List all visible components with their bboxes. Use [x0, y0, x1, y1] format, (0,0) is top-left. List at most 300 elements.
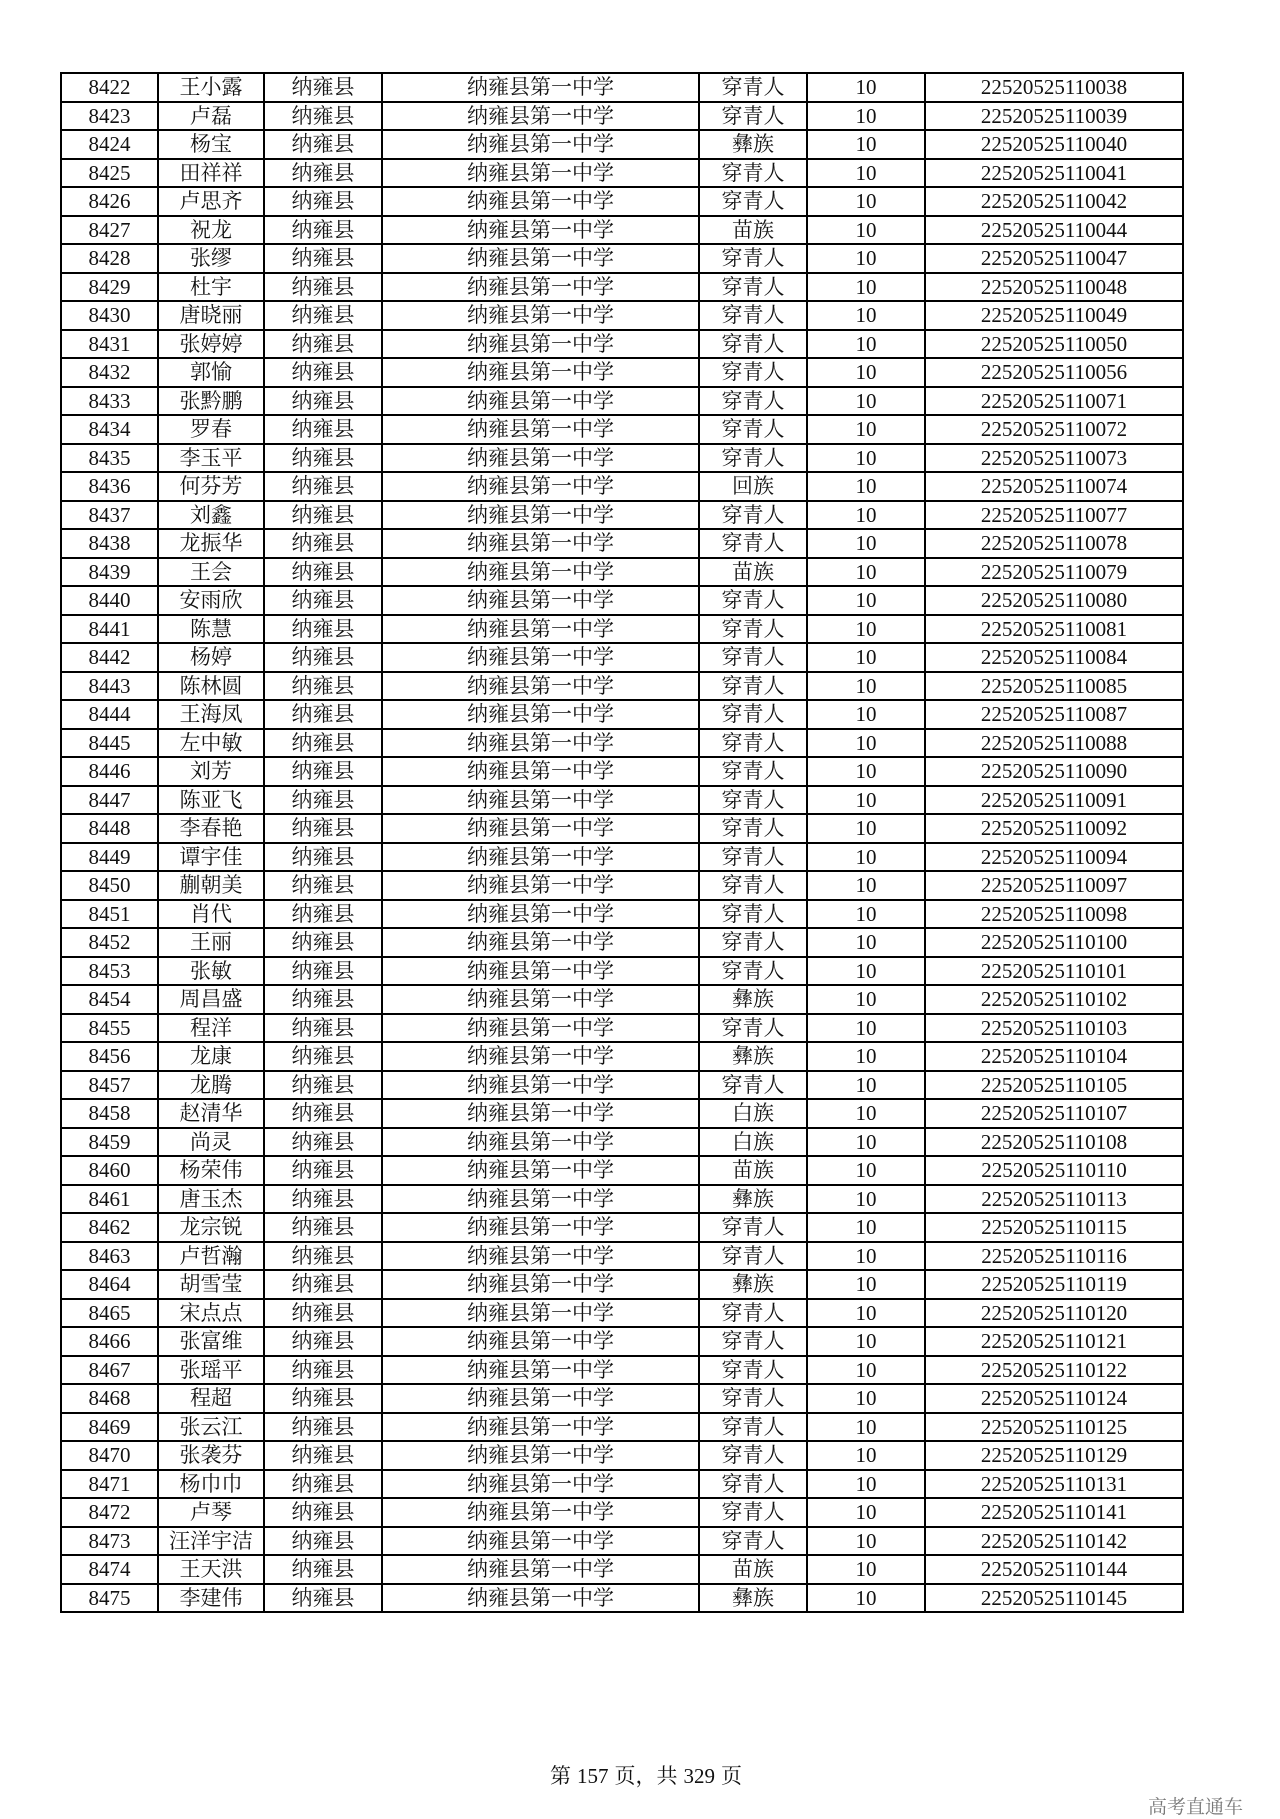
cell-serial-number: 8430: [61, 301, 158, 330]
cell-ethnicity: 穿青人: [699, 187, 807, 216]
cell-school: 纳雍县第一中学: [382, 871, 699, 900]
table-row: [61, 1185, 1183, 1214]
cell-ethnicity: 彝族: [699, 1042, 807, 1071]
cell-exam-id: 22520525110040: [925, 130, 1183, 159]
cell-ethnicity: 穿青人: [699, 1327, 807, 1356]
cell-name: 陈慧: [158, 615, 264, 644]
table-row: [61, 1128, 1183, 1157]
cell-name: 张富维: [158, 1327, 264, 1356]
cell-county: 纳雍县: [264, 757, 382, 786]
table-row: [61, 1555, 1183, 1584]
cell-exam-id: 22520525110079: [925, 558, 1183, 587]
table-row: [61, 729, 1183, 758]
cell-name: 陈亚飞: [158, 786, 264, 815]
cell-serial-number: 8455: [61, 1014, 158, 1043]
cell-county: 纳雍县: [264, 1498, 382, 1527]
cell-county: 纳雍县: [264, 586, 382, 615]
cell-serial-number: 8437: [61, 501, 158, 530]
cell-serial-number: 8441: [61, 615, 158, 644]
cell-county: 纳雍县: [264, 1242, 382, 1271]
cell-exam-id: 22520525110039: [925, 102, 1183, 131]
cell-county: 纳雍县: [264, 330, 382, 359]
cell-score: 10: [807, 700, 925, 729]
cell-county: 纳雍县: [264, 957, 382, 986]
table-row: [61, 558, 1183, 587]
cell-score: 10: [807, 529, 925, 558]
cell-exam-id: 22520525110056: [925, 358, 1183, 387]
cell-exam-id: 22520525110107: [925, 1099, 1183, 1128]
cell-school: 纳雍县第一中学: [382, 1014, 699, 1043]
cell-serial-number: 8443: [61, 672, 158, 701]
cell-school: 纳雍县第一中学: [382, 415, 699, 444]
cell-serial-number: 8442: [61, 643, 158, 672]
cell-exam-id: 22520525110119: [925, 1270, 1183, 1299]
cell-score: 10: [807, 558, 925, 587]
cell-county: 纳雍县: [264, 1213, 382, 1242]
cell-serial-number: 8473: [61, 1527, 158, 1556]
cell-score: 10: [807, 187, 925, 216]
cell-name: 卢哲瀚: [158, 1242, 264, 1271]
cell-name: 郭愉: [158, 358, 264, 387]
cell-county: 纳雍县: [264, 786, 382, 815]
cell-school: 纳雍县第一中学: [382, 1527, 699, 1556]
cell-name: 张袭芬: [158, 1441, 264, 1470]
cell-name: 张云江: [158, 1413, 264, 1442]
cell-score: 10: [807, 843, 925, 872]
cell-school: 纳雍县第一中学: [382, 501, 699, 530]
cell-county: 纳雍县: [264, 814, 382, 843]
cell-serial-number: 8463: [61, 1242, 158, 1271]
cell-score: 10: [807, 643, 925, 672]
cell-ethnicity: 穿青人: [699, 586, 807, 615]
table-row: [61, 1042, 1183, 1071]
cell-serial-number: 8449: [61, 843, 158, 872]
cell-exam-id: 22520525110116: [925, 1242, 1183, 1271]
cell-serial-number: 8462: [61, 1213, 158, 1242]
cell-exam-id: 22520525110090: [925, 757, 1183, 786]
cell-county: 纳雍县: [264, 1384, 382, 1413]
cell-score: 10: [807, 672, 925, 701]
cell-score: 10: [807, 301, 925, 330]
cell-ethnicity: 彝族: [699, 985, 807, 1014]
cell-county: 纳雍县: [264, 871, 382, 900]
cell-school: 纳雍县第一中学: [382, 1299, 699, 1328]
cell-serial-number: 8461: [61, 1185, 158, 1214]
cell-ethnicity: 穿青人: [699, 1384, 807, 1413]
cell-ethnicity: 穿青人: [699, 700, 807, 729]
cell-ethnicity: 彝族: [699, 130, 807, 159]
cell-school: 纳雍县第一中学: [382, 73, 699, 102]
cell-exam-id: 22520525110050: [925, 330, 1183, 359]
footer-prefix: 第: [550, 1764, 571, 1788]
cell-exam-id: 22520525110131: [925, 1470, 1183, 1499]
cell-county: 纳雍县: [264, 301, 382, 330]
cell-exam-id: 22520525110071: [925, 387, 1183, 416]
total-pages: 329: [683, 1764, 715, 1788]
cell-exam-id: 22520525110044: [925, 216, 1183, 245]
cell-ethnicity: 穿青人: [699, 615, 807, 644]
cell-county: 纳雍县: [264, 900, 382, 929]
cell-ethnicity: 白族: [699, 1128, 807, 1157]
cell-name: 杨巾巾: [158, 1470, 264, 1499]
cell-county: 纳雍县: [264, 729, 382, 758]
cell-exam-id: 22520525110085: [925, 672, 1183, 701]
table-row: [61, 786, 1183, 815]
cell-serial-number: 8425: [61, 159, 158, 188]
cell-name: 程洋: [158, 1014, 264, 1043]
cell-county: 纳雍县: [264, 444, 382, 473]
cell-ethnicity: 穿青人: [699, 643, 807, 672]
cell-serial-number: 8475: [61, 1584, 158, 1613]
cell-score: 10: [807, 1270, 925, 1299]
cell-county: 纳雍县: [264, 387, 382, 416]
cell-name: 宋点点: [158, 1299, 264, 1328]
table-row: [61, 472, 1183, 501]
cell-serial-number: 8447: [61, 786, 158, 815]
watermark: 高考直通车: [1148, 1796, 1244, 1818]
cell-name: 杜宇: [158, 273, 264, 302]
table-row: [61, 73, 1183, 102]
table-row: [61, 1498, 1183, 1527]
cell-county: 纳雍县: [264, 501, 382, 530]
cell-name: 罗春: [158, 415, 264, 444]
cell-county: 纳雍县: [264, 1327, 382, 1356]
cell-ethnicity: 穿青人: [699, 871, 807, 900]
cell-serial-number: 8423: [61, 102, 158, 131]
cell-county: 纳雍县: [264, 615, 382, 644]
cell-school: 纳雍县第一中学: [382, 358, 699, 387]
cell-county: 纳雍县: [264, 1099, 382, 1128]
cell-county: 纳雍县: [264, 1156, 382, 1185]
cell-school: 纳雍县第一中学: [382, 1470, 699, 1499]
cell-name: 肖代: [158, 900, 264, 929]
cell-ethnicity: 穿青人: [699, 1071, 807, 1100]
cell-score: 10: [807, 216, 925, 245]
cell-school: 纳雍县第一中学: [382, 1498, 699, 1527]
cell-score: 10: [807, 985, 925, 1014]
cell-exam-id: 22520525110049: [925, 301, 1183, 330]
cell-county: 纳雍县: [264, 472, 382, 501]
cell-school: 纳雍县第一中学: [382, 615, 699, 644]
cell-serial-number: 8433: [61, 387, 158, 416]
cell-county: 纳雍县: [264, 1356, 382, 1385]
cell-school: 纳雍县第一中学: [382, 1584, 699, 1613]
cell-name: 何芬芳: [158, 472, 264, 501]
cell-school: 纳雍县第一中学: [382, 700, 699, 729]
cell-ethnicity: 穿青人: [699, 1356, 807, 1385]
table-row: [61, 444, 1183, 473]
cell-serial-number: 8472: [61, 1498, 158, 1527]
cell-school: 纳雍县第一中学: [382, 928, 699, 957]
table-row: [61, 1413, 1183, 1442]
cell-county: 纳雍县: [264, 244, 382, 273]
cell-school: 纳雍县第一中学: [382, 757, 699, 786]
cell-county: 纳雍县: [264, 672, 382, 701]
cell-county: 纳雍县: [264, 643, 382, 672]
cell-ethnicity: 穿青人: [699, 1470, 807, 1499]
cell-name: 张黔鹏: [158, 387, 264, 416]
cell-school: 纳雍县第一中学: [382, 102, 699, 131]
cell-school: 纳雍县第一中学: [382, 159, 699, 188]
cell-school: 纳雍县第一中学: [382, 387, 699, 416]
cell-exam-id: 22520525110122: [925, 1356, 1183, 1385]
cell-score: 10: [807, 928, 925, 957]
cell-exam-id: 22520525110141: [925, 1498, 1183, 1527]
cell-ethnicity: 穿青人: [699, 387, 807, 416]
cell-score: 10: [807, 1213, 925, 1242]
cell-name: 龙康: [158, 1042, 264, 1071]
cell-school: 纳雍县第一中学: [382, 1128, 699, 1157]
table-row: [61, 814, 1183, 843]
cell-score: 10: [807, 615, 925, 644]
cell-ethnicity: 彝族: [699, 1270, 807, 1299]
cell-exam-id: 22520525110101: [925, 957, 1183, 986]
cell-serial-number: 8439: [61, 558, 158, 587]
cell-score: 10: [807, 1014, 925, 1043]
cell-exam-id: 22520525110038: [925, 73, 1183, 102]
table-row: [61, 1384, 1183, 1413]
cell-serial-number: 8422: [61, 73, 158, 102]
cell-name: 王会: [158, 558, 264, 587]
cell-serial-number: 8470: [61, 1441, 158, 1470]
cell-score: 10: [807, 1584, 925, 1613]
cell-score: 10: [807, 1498, 925, 1527]
cell-serial-number: 8445: [61, 729, 158, 758]
cell-county: 纳雍县: [264, 1527, 382, 1556]
cell-county: 纳雍县: [264, 843, 382, 872]
cell-name: 尚灵: [158, 1128, 264, 1157]
cell-school: 纳雍县第一中学: [382, 244, 699, 273]
cell-exam-id: 22520525110125: [925, 1413, 1183, 1442]
cell-county: 纳雍县: [264, 558, 382, 587]
cell-serial-number: 8459: [61, 1128, 158, 1157]
table-row: [61, 415, 1183, 444]
cell-serial-number: 8474: [61, 1555, 158, 1584]
cell-serial-number: 8438: [61, 529, 158, 558]
cell-county: 纳雍县: [264, 1185, 382, 1214]
cell-county: 纳雍县: [264, 700, 382, 729]
cell-school: 纳雍县第一中学: [382, 1071, 699, 1100]
cell-school: 纳雍县第一中学: [382, 843, 699, 872]
table-row: [61, 843, 1183, 872]
table-row: [61, 985, 1183, 1014]
cell-exam-id: 22520525110110: [925, 1156, 1183, 1185]
cell-score: 10: [807, 1555, 925, 1584]
cell-score: 10: [807, 358, 925, 387]
cell-school: 纳雍县第一中学: [382, 985, 699, 1014]
cell-score: 10: [807, 1099, 925, 1128]
cell-county: 纳雍县: [264, 1042, 382, 1071]
cell-school: 纳雍县第一中学: [382, 1356, 699, 1385]
cell-serial-number: 8464: [61, 1270, 158, 1299]
cell-name: 胡雪莹: [158, 1270, 264, 1299]
cell-serial-number: 8427: [61, 216, 158, 245]
cell-name: 王海凤: [158, 700, 264, 729]
table-row: [61, 501, 1183, 530]
cell-name: 王丽: [158, 928, 264, 957]
cell-county: 纳雍县: [264, 529, 382, 558]
cell-school: 纳雍县第一中学: [382, 1185, 699, 1214]
cell-exam-id: 22520525110121: [925, 1327, 1183, 1356]
cell-county: 纳雍县: [264, 1555, 382, 1584]
cell-school: 纳雍县第一中学: [382, 187, 699, 216]
cell-serial-number: 8457: [61, 1071, 158, 1100]
table-row: [61, 1441, 1183, 1470]
cell-score: 10: [807, 1356, 925, 1385]
cell-school: 纳雍县第一中学: [382, 1413, 699, 1442]
cell-name: 龙腾: [158, 1071, 264, 1100]
cell-ethnicity: 穿青人: [699, 900, 807, 929]
cell-serial-number: 8446: [61, 757, 158, 786]
cell-serial-number: 8429: [61, 273, 158, 302]
cell-school: 纳雍县第一中学: [382, 1099, 699, 1128]
cell-name: 杨婷: [158, 643, 264, 672]
cell-serial-number: 8452: [61, 928, 158, 957]
cell-score: 10: [807, 786, 925, 815]
cell-school: 纳雍县第一中学: [382, 301, 699, 330]
cell-score: 10: [807, 814, 925, 843]
table-row: [61, 1213, 1183, 1242]
table-row: [61, 1470, 1183, 1499]
cell-county: 纳雍县: [264, 415, 382, 444]
cell-exam-id: 22520525110129: [925, 1441, 1183, 1470]
cell-name: 刘鑫: [158, 501, 264, 530]
cell-school: 纳雍县第一中学: [382, 786, 699, 815]
cell-school: 纳雍县第一中学: [382, 814, 699, 843]
cell-name: 卢琴: [158, 1498, 264, 1527]
cell-name: 卢思齐: [158, 187, 264, 216]
cell-serial-number: 8454: [61, 985, 158, 1014]
cell-ethnicity: 穿青人: [699, 957, 807, 986]
cell-ethnicity: 穿青人: [699, 73, 807, 102]
cell-school: 纳雍县第一中学: [382, 672, 699, 701]
cell-serial-number: 8450: [61, 871, 158, 900]
cell-exam-id: 22520525110078: [925, 529, 1183, 558]
cell-exam-id: 22520525110092: [925, 814, 1183, 843]
cell-ethnicity: 穿青人: [699, 501, 807, 530]
cell-exam-id: 22520525110041: [925, 159, 1183, 188]
cell-name: 祝龙: [158, 216, 264, 245]
page-footer: [0, 1760, 1280, 1790]
cell-ethnicity: 穿青人: [699, 301, 807, 330]
cell-score: 10: [807, 1156, 925, 1185]
cell-exam-id: 22520525110145: [925, 1584, 1183, 1613]
cell-exam-id: 22520525110042: [925, 187, 1183, 216]
cell-exam-id: 22520525110080: [925, 586, 1183, 615]
cell-ethnicity: 彝族: [699, 1185, 807, 1214]
cell-exam-id: 22520525110144: [925, 1555, 1183, 1584]
cell-exam-id: 22520525110072: [925, 415, 1183, 444]
table-row: [61, 301, 1183, 330]
cell-county: 纳雍县: [264, 1299, 382, 1328]
cell-school: 纳雍县第一中学: [382, 729, 699, 758]
cell-serial-number: 8458: [61, 1099, 158, 1128]
cell-score: 10: [807, 330, 925, 359]
cell-score: 10: [807, 130, 925, 159]
cell-serial-number: 8468: [61, 1384, 158, 1413]
table-row: [61, 1327, 1183, 1356]
cell-score: 10: [807, 1128, 925, 1157]
cell-exam-id: 22520525110073: [925, 444, 1183, 473]
cell-ethnicity: 穿青人: [699, 102, 807, 131]
table-row: [61, 928, 1183, 957]
cell-score: 10: [807, 1327, 925, 1356]
cell-ethnicity: 穿青人: [699, 1441, 807, 1470]
cell-school: 纳雍县第一中学: [382, 444, 699, 473]
cell-school: 纳雍县第一中学: [382, 330, 699, 359]
table-row: [61, 130, 1183, 159]
table-row: [61, 1156, 1183, 1185]
cell-serial-number: 8460: [61, 1156, 158, 1185]
cell-school: 纳雍县第一中学: [382, 472, 699, 501]
cell-county: 纳雍县: [264, 1128, 382, 1157]
cell-score: 10: [807, 1071, 925, 1100]
cell-ethnicity: 穿青人: [699, 757, 807, 786]
cell-name: 陈林圆: [158, 672, 264, 701]
cell-exam-id: 22520525110100: [925, 928, 1183, 957]
cell-exam-id: 22520525110091: [925, 786, 1183, 815]
table-row: [61, 700, 1183, 729]
cell-name: 左中敏: [158, 729, 264, 758]
table-row: [61, 1299, 1183, 1328]
cell-county: 纳雍县: [264, 1584, 382, 1613]
cell-name: 周昌盛: [158, 985, 264, 1014]
cell-serial-number: 8467: [61, 1356, 158, 1385]
table-row: [61, 1071, 1183, 1100]
cell-score: 10: [807, 1527, 925, 1556]
cell-exam-id: 22520525110103: [925, 1014, 1183, 1043]
cell-ethnicity: 穿青人: [699, 1413, 807, 1442]
footer-suffix: 页: [721, 1764, 742, 1788]
cell-county: 纳雍县: [264, 187, 382, 216]
cell-exam-id: 22520525110124: [925, 1384, 1183, 1413]
cell-county: 纳雍县: [264, 1071, 382, 1100]
cell-school: 纳雍县第一中学: [382, 957, 699, 986]
cell-school: 纳雍县第一中学: [382, 1327, 699, 1356]
cell-school: 纳雍县第一中学: [382, 1270, 699, 1299]
student-list-table: [60, 72, 1184, 1613]
cell-serial-number: 8431: [61, 330, 158, 359]
table-row: [61, 273, 1183, 302]
cell-serial-number: 8466: [61, 1327, 158, 1356]
cell-exam-id: 22520525110102: [925, 985, 1183, 1014]
cell-score: 10: [807, 102, 925, 131]
cell-school: 纳雍县第一中学: [382, 1242, 699, 1271]
cell-serial-number: 8436: [61, 472, 158, 501]
cell-county: 纳雍县: [264, 216, 382, 245]
cell-exam-id: 22520525110077: [925, 501, 1183, 530]
table-row: [61, 159, 1183, 188]
cell-name: 张敏: [158, 957, 264, 986]
cell-ethnicity: 穿青人: [699, 415, 807, 444]
cell-name: 李建伟: [158, 1584, 264, 1613]
cell-name: 张瑶平: [158, 1356, 264, 1385]
table-row: [61, 1270, 1183, 1299]
cell-county: 纳雍县: [264, 1470, 382, 1499]
cell-school: 纳雍县第一中学: [382, 216, 699, 245]
cell-name: 谭宇佳: [158, 843, 264, 872]
table-row: [61, 1527, 1183, 1556]
cell-name: 杨荣伟: [158, 1156, 264, 1185]
cell-score: 10: [807, 757, 925, 786]
cell-serial-number: 8469: [61, 1413, 158, 1442]
table-row: [61, 330, 1183, 359]
cell-score: 10: [807, 729, 925, 758]
cell-ethnicity: 苗族: [699, 1555, 807, 1584]
cell-exam-id: 22520525110084: [925, 643, 1183, 672]
cell-score: 10: [807, 1413, 925, 1442]
cell-exam-id: 22520525110094: [925, 843, 1183, 872]
